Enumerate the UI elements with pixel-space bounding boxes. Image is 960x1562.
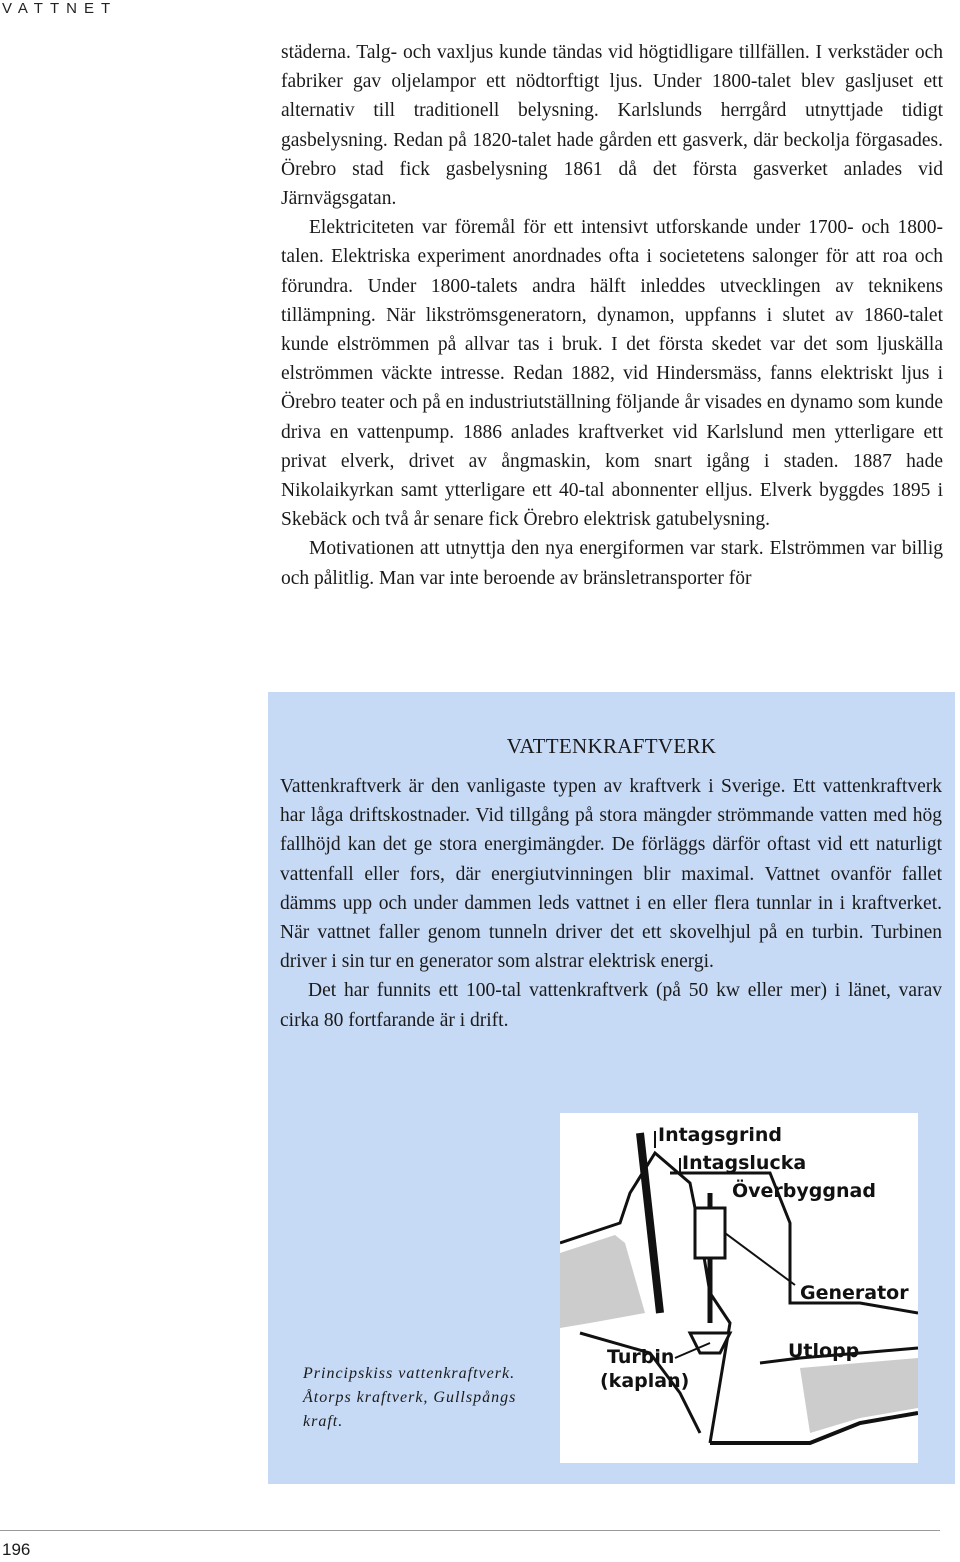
factbox-paragraph: Det har funnits ett 100-tal vattenkraftverk (på 50 kw eller mer) i länet, varav cirka 80 fortfarande är i drift. xyxy=(280,980,942,1031)
factbox-paragraph: Vattenkraftverk är den vanligaste typen av kraftverk i Sverige. Ett vattenkraftverk har låga driftskostnader. Vid tillgång på stora mängder strömmande vatten med hög fallhöjd kan det ge stora energimängder. De förläggs därför oftast vid ett naturligt vattenfall eller fors, där energiutvinningen blir maximal. Vattnet ovanför fallet dämms upp och under dammen leds vattnet i en eller flera tunnlar in i kraftverket. När vattnet faller genom tunneln driver det ett skovelhjul på en turbin. Turbinen driver i sin tur en generator som alstrar elektrisk energi. xyxy=(280,776,942,973)
factbox-title: VATTENKRAFTVERK xyxy=(506,734,717,758)
page-number: 196 xyxy=(2,1540,31,1559)
label-intagsgrind: Intagsgrind xyxy=(658,1124,783,1146)
label-generator: Generator xyxy=(800,1282,909,1304)
caption-line: kraft. xyxy=(303,1413,344,1430)
factbox-text xyxy=(280,772,942,1035)
body-paragraph: Elektriciteten var föremål för ett intensivt utforskande under 1700- och 1800-talen. Elektriska experiment anordnades ofta i societetens salonger för att roa och förundra. Under 1800-talets andra hälft inleddes utvecklingen av teknikens tillämpning. När likströmsgeneratorn, dynamon, uppfanns i slutet av 1860-talet kunde elströmmen på allvar tas i bruk. I det första skedet var det som ljuskälla elströmmen väckte intresse. Redan 1882, vid Hindersmäss, fanns elektriskt ljus i Örebro teater och på en industriutställning följande år visades en dynamo som kunde driva en vattenpump. 1886 anlades kraftverket vid Karlslund men ytterligare ett privat elverk, drivet av ångmaskin, kom snart igång i staden. 1887 hade Nikolaikyrkan samt ytterligare ett 40-tal abonnenter elljus. Elverk byggdes 1895 i Skebäck och två år senare fick Örebro elektrisk gatubelysning. xyxy=(281,217,943,531)
hydropower-diagram xyxy=(560,1113,918,1463)
label-overbyggnad: Överbyggnad xyxy=(732,1180,876,1202)
label-intagslucka: Intagslucka xyxy=(682,1152,807,1174)
label-turbin: Turbin xyxy=(607,1346,675,1368)
caption-line: Principskiss vattenkraftverk. xyxy=(303,1365,516,1382)
body-paragraph: städerna. Talg- och vaxljus kunde tändas vid högtidligare tillfällen. I verkstäder och fabriker gav oljelampor ett nödtorftigt ljus. Under 1800-talet blev gasljuset ett alternativ till traditionell belysning. Karlslunds herrgård utnyttjade tidigt gasbelysning. Redan på 1820-talet hade gården ett gasverk, där beckolja förgasades. Örebro stad fick gasbelysning 1861 då det första gasverket anlades vid Järnvägsgatan. xyxy=(281,42,943,210)
main-body-text xyxy=(281,38,943,593)
body-paragraph: Motivationen att utnyttja den nya energiformen var stark. Elströmmen var billig och pålitlig. Man var inte beroende av bränsletransporter för xyxy=(281,538,943,589)
caption-line: Åtorps kraftverk, Gullspångs xyxy=(303,1389,517,1406)
footer-divider xyxy=(0,1530,940,1531)
leader-generator xyxy=(725,1233,795,1285)
hydropower-diagram-svg xyxy=(560,1113,918,1463)
generator-block xyxy=(695,1208,725,1258)
label-kaplan: (kaplan) xyxy=(600,1370,690,1392)
figure-caption xyxy=(303,1362,543,1434)
running-header: VATTNET xyxy=(2,0,118,17)
label-utlopp: Utlopp xyxy=(788,1340,860,1362)
headwater xyxy=(560,1235,645,1328)
